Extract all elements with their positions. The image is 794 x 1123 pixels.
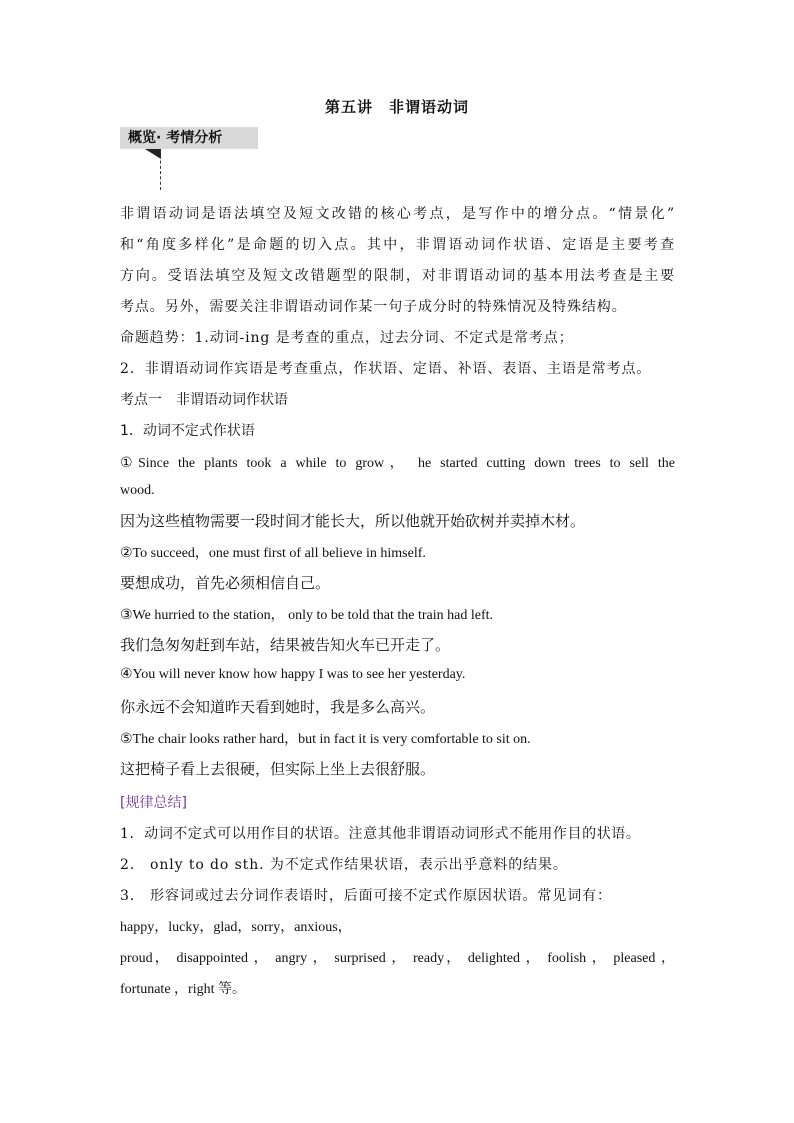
section-badge: 概览· 考情分析 — [120, 127, 258, 149]
subsection-heading: 1．动词不定式作状语 — [120, 423, 255, 439]
example-en: ①Since the plants took a while to grow， he started cutting down trees to sell the — [120, 456, 675, 471]
example-en: ④You will never know how happy I was to see her yesterday. — [120, 667, 466, 682]
intro-line: 方向。受语法填空及短文改错题型的限制，对非谓语动词的基本用法考查是主要 — [120, 268, 675, 284]
intro-line: 非谓语动词是语法填空及短文改错的核心考点，是写作中的增分点。“情景化” — [120, 206, 675, 222]
example-zh: 我们急匆匆赶到车站，结果被告知火车已开走了。 — [120, 636, 451, 654]
trend-line: 2．非谓语动词作宾语是考查重点，作状语、定语、补语、表语、主语是常考点。 — [120, 361, 652, 377]
trend-line: 命题趋势：1.动词-ing 是考查的重点，过去分词、不定式是常考点； — [120, 330, 574, 346]
example-en: ②To succeed，one must first of all believe in himself. — [120, 546, 426, 561]
rule-line: happy，lucky，glad，sorry，anxious， — [120, 920, 352, 935]
example-en: ③We hurried to the station， only to be told that the train had left. — [120, 608, 494, 623]
rule-line: fortunate ，right 等。 — [120, 982, 246, 997]
example-zh: 因为这些植物需要一段时间才能长大，所以他就开始砍树并卖掉木材。 — [120, 512, 586, 530]
example-en-cont: wood. — [120, 483, 155, 498]
example-zh: 要想成功，首先必须相信自己。 — [120, 574, 331, 592]
rule-line: 3． 形容词或过去分词作表语时，后面可接不定式作原因状语。常见词有： — [120, 888, 612, 904]
rule-line: 1．动词不定式可以用作目的状语。注意其他非谓语动词形式不能用作目的状语。 — [120, 826, 641, 842]
summary-label: [规律总结] — [120, 795, 187, 811]
example-zh: 这把椅子看上去很硬，但实际上坐上去很舒服。 — [120, 760, 436, 778]
kaodian-heading: 考点一 非谓语动词作状语 — [120, 392, 288, 408]
page-title: 第五讲 非谓语动词 — [324, 98, 469, 116]
example-zh: 你永远不会知道昨天看到她时，我是多么高兴。 — [120, 698, 436, 716]
rule-line: 2． only to do sth. 为不定式作结果状语，表示出乎意料的结果。 — [120, 857, 568, 873]
rule-line: proud， disappointed ， angry ， surprised ， ready， delighted ， foolish ， pleased ， — [120, 951, 675, 966]
intro-line: 考点。另外，需要关注非谓语动词作某一句子成分时的特殊情况及特殊结构。 — [120, 299, 627, 315]
example-en: ⑤The chair looks rather hard，but in fact it is very comfortable to sit on. — [120, 732, 531, 747]
badge-connector — [160, 150, 161, 190]
intro-line: 和“角度多样化”是命题的切入点。其中，非谓语动词作状语、定语是主要考查 — [120, 237, 675, 253]
badge-arrow-icon — [145, 149, 161, 159]
